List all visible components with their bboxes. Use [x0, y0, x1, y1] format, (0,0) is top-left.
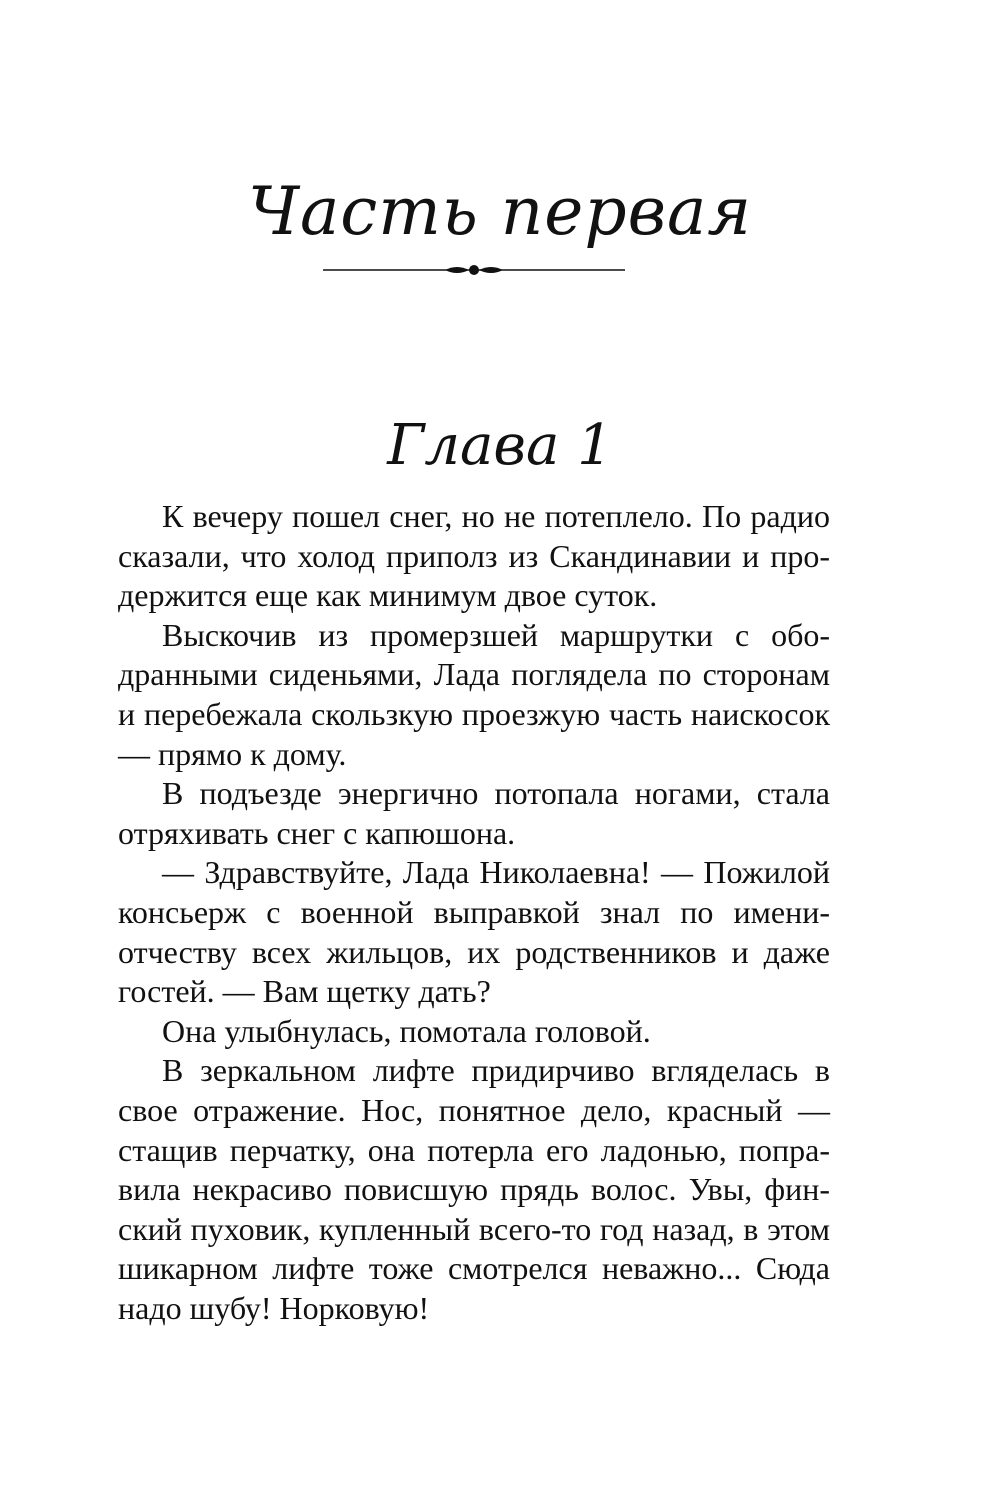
chapter-title: Глава 1: [387, 413, 613, 478]
paragraph: К вечеру пошел снег, но не потеплело. По радио сказали, что холод приполз из Скандинавии и продержится еще как минимум двое суток.: [118, 498, 830, 614]
ornament-divider-icon: [323, 260, 625, 280]
paragraph: В подъезде энергично потопала ногами, стала отряхивать снег с капюшона.: [118, 775, 830, 851]
paragraph: В зеркальном лифте придирчиво вгляделась в свое отражение. Нос, понятное дело, красный — стащив перчатку, она потерла его ладонью, поправила некрасиво повисшую прядь волос. Увы, финский пуховик, купленный всего-то год назад, в этом шикарном лифте тоже смотрелся неважно... Сюда надо шубу! Норковую!: [118, 1052, 830, 1326]
paragraph: Она улыбнулась, помотала головой.: [162, 1012, 651, 1049]
part-title: Часть первая: [247, 173, 753, 250]
dialogue-paragraph: — Здравствуйте, Лада Николаевна! — Пожилой консьерж с военной выправкой знал по имени-отчеству всех жильцов, их родственников и даже гостей. — Вам щетку дать?: [118, 854, 830, 1010]
chapter-body: [118, 497, 830, 1328]
paragraph: Выскочив из промерзшей маршрутки с ободранными сиденьями, Лада поглядела по сторонам и перебежала скользкую проезжую часть наискосок — прямо к дому.: [118, 616, 830, 772]
